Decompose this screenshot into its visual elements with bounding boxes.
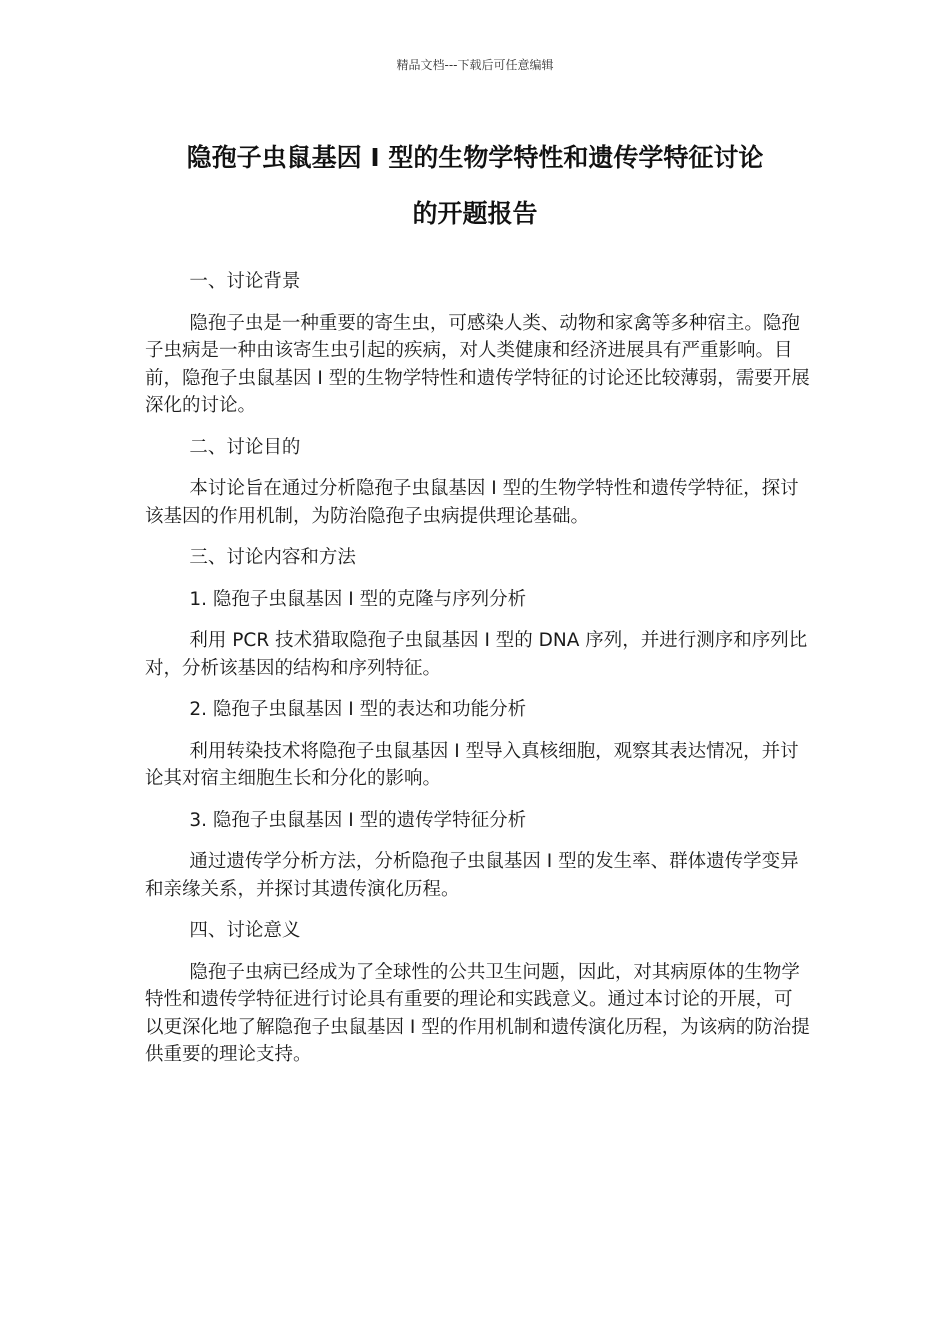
subheading-method-3: 3. 隐孢子虫鼠基因 I 型的遗传学特征分析	[189, 809, 527, 831]
paragraph-method-1: 利用 PCR 技术猎取隐孢子虫鼠基因 I 型的 DNA 序列，并进行测序和序列比对，分析该基因的结构和序列特征。	[145, 630, 808, 679]
document-body	[145, 268, 810, 1083]
paragraph-method-2: 利用转染技术将隐孢子虫鼠基因 I 型导入真核细胞，观察其表达情况，并讨论其对宿主细胞生长和分化的影响。	[145, 740, 799, 789]
document-title	[145, 130, 805, 242]
title-line-2: 的开题报告	[412, 199, 538, 228]
paragraph-method-3: 通过遗传学分析方法，分析隐孢子虫鼠基因 I 型的发生率、群体遗传学变异和亲缘关系，并探讨其遗传演化历程。	[145, 851, 799, 900]
section-heading-significance: 四、讨论意义	[189, 920, 301, 941]
paragraph-purpose: 本讨论旨在通过分析隐孢子虫鼠基因 I 型的生物学特性和遗传学特征，探讨该基因的作用机制，为防治隐孢子虫病提供理论基础。	[145, 478, 799, 527]
section-heading-purpose: 二、讨论目的	[189, 436, 301, 458]
paragraph-significance: 隐孢子虫病已经成为了全球性的公共卫生问题，因此，对其病原体的生物学特性和遗传学特征进行讨论具有重要的理论和实践意义。通过本讨论的开展，可以更深化地了解隐孢子虫鼠基因 I 型的作用机制和遗传演化历程，为该病的防治提供重要的理论支持。	[145, 961, 810, 1065]
subheading-method-1: 1. 隐孢子虫鼠基因 I 型的克隆与序列分析	[189, 588, 527, 610]
section-heading-methods: 三、讨论内容和方法	[189, 547, 356, 568]
title-line-1: 隐孢子虫鼠基因 I 型的生物学特性和遗传学特征讨论	[186, 143, 764, 172]
subheading-method-2: 2. 隐孢子虫鼠基因 I 型的表达和功能分析	[189, 699, 527, 720]
header-note: 精品文档---下载后可任意编辑	[396, 58, 554, 72]
section-heading-background: 一、讨论背景	[189, 271, 301, 292]
paragraph-background: 隐孢子虫是一种重要的寄生虫，可感染人类、动物和家禽等多种宿主。隐孢子虫病是一种由该寄生虫引起的疾病，对人类健康和经济进展具有严重影响。目前，隐孢子虫鼠基因 I 型的生物学特性和遗传学特征的讨论还比较薄弱，需要开展深化的讨论。	[145, 312, 810, 416]
